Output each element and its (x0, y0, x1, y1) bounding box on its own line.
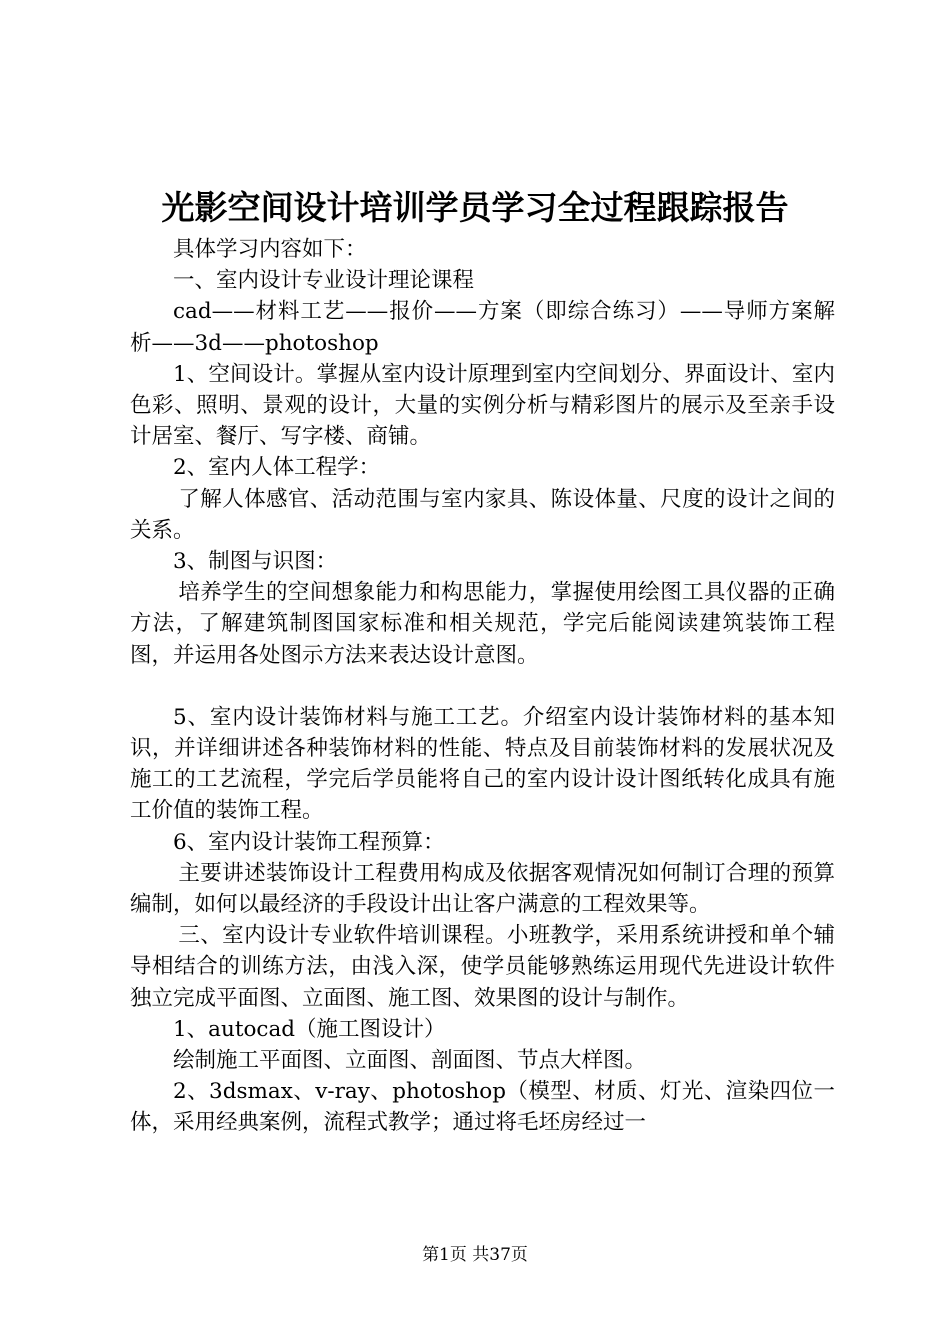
item-heading-budget: 6、室内设计装饰工程预算： (173, 829, 445, 855)
section-heading-software: 三、室内设计专业软件培训课程。小班教学，采用系统讲授和单个辅导相结合的训练方法，由浅入深，使学员能够熟练运用现代先进设计软件独立完成平面图、立面图、施工图、效果图的设计与制作。 (130, 923, 835, 1011)
paragraph-course-flow: cad——材料工艺——报价——方案（即综合练习）——导师方案解析——3d——photoshop (130, 299, 835, 356)
paragraph-materials: 5、室内设计装饰材料与施工工艺。介绍室内设计装饰材料的基本知识，并详细讲述各种装饰材料的性能、特点及目前装饰材料的发展状况及施工的工艺流程，学完后学员能将自己的室内设计设计图纸转化成具有施工价值的装饰工程。 (130, 704, 835, 824)
section-heading-theory: 一、室内设计专业设计理论课程 (173, 268, 475, 294)
item-heading-drafting: 3、制图与识图： (173, 549, 338, 575)
item-heading-ergonomics: 2、室内人体工程学： (173, 455, 381, 481)
paragraph-drafting: 培养学生的空间想象能力和构思能力，掌握使用绘图工具仪器的正确方法，了解建筑制图国家标准和相关规范，学完后能阅读建筑装饰工程图，并运用各处图示方法来表达设计意图。 (130, 580, 835, 668)
document-title: 光影空间设计培训学员学习全过程跟踪报告 (161, 188, 789, 227)
paragraph-autocad: 绘制施工平面图、立面图、剖面图、节点大样图。 (173, 1048, 647, 1074)
paragraph-budget: 主要讲述装饰设计工程费用构成及依据客观情况如何制订合理的预算编制，如何以最经济的手段设计出让客户满意的工程效果等。 (130, 860, 835, 918)
paragraph-intro: 具体学习内容如下： (173, 237, 367, 262)
document-body (130, 234, 835, 1139)
paragraph-ergonomics: 了解人体感官、活动范围与室内家具、陈设体量、尺度的设计之间的关系。 (130, 486, 835, 543)
page-footer: 第1页 共37页 (422, 1245, 528, 1265)
paragraph-3dsmax: 2、3dsmax、v-ray、photoshop（模型、材质、灯光、渲染四位一体，采用经典案例，流程式教学；通过将毛坯房经过一 (130, 1079, 835, 1136)
item-heading-autocad: 1、autocad（施工图设计） (173, 1016, 446, 1042)
paragraph-space-design: 1、空间设计。掌握从室内设计原理到室内空间划分、界面设计、室内色彩、照明、景观的设计，大量的实例分析与精彩图片的展示及至亲手设计居室、餐厅、写字楼、商铺。 (130, 361, 835, 450)
